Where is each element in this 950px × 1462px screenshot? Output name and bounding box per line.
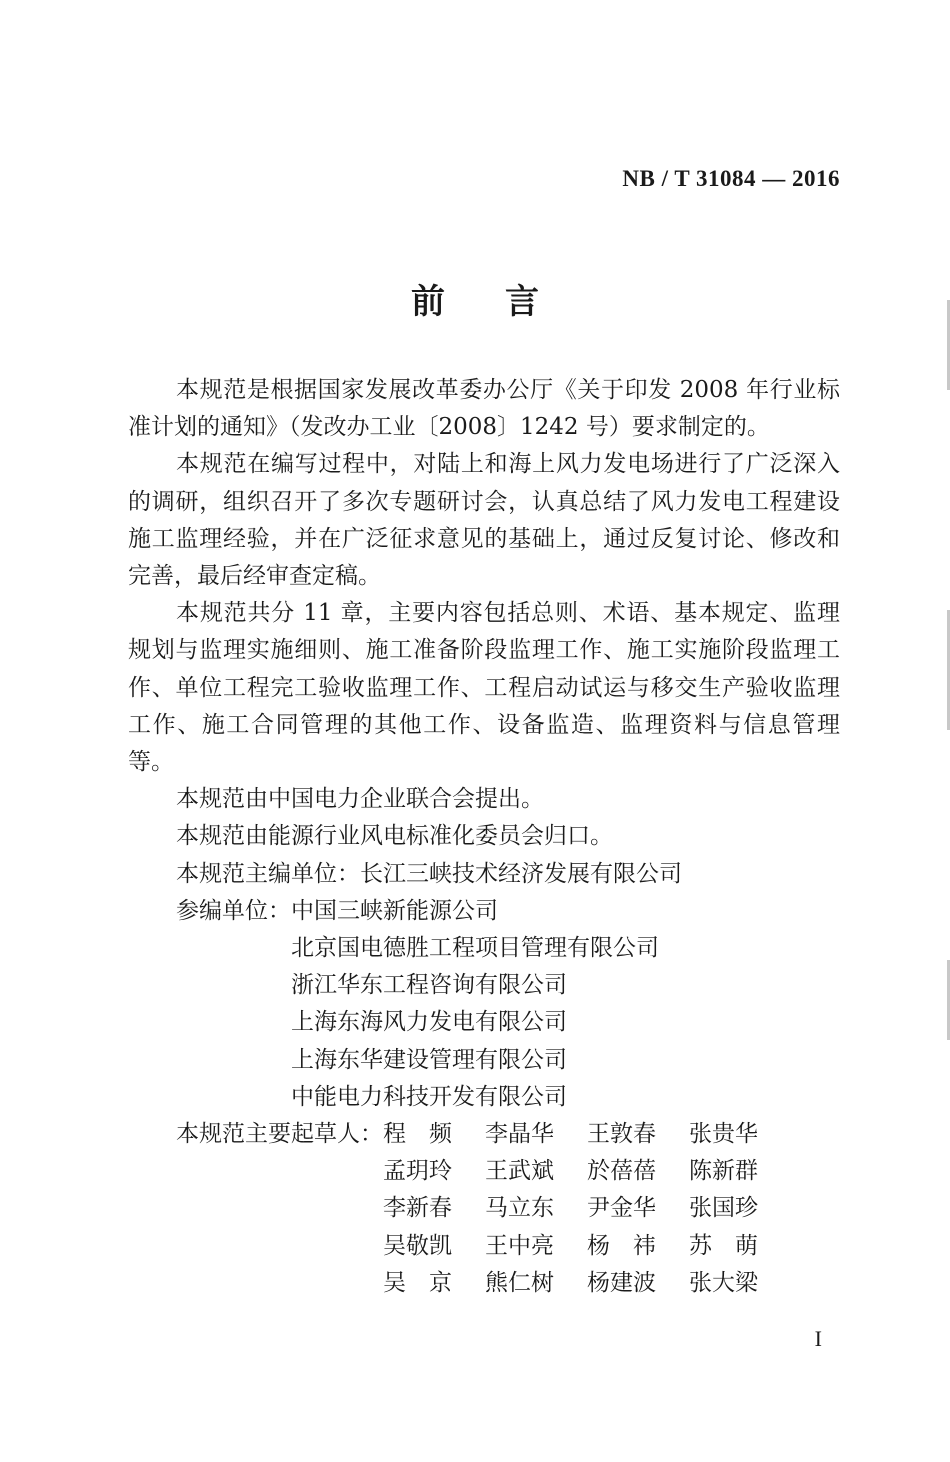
unit-item: 浙江华东工程咨询有限公司	[291, 972, 567, 999]
drafter-name: 杨建波	[587, 1269, 656, 1296]
drafter-name: 程 频	[383, 1121, 452, 1148]
drafter-name: 王中亮	[485, 1232, 554, 1259]
managed-by: 本规范由能源行业风电标准化委员会归口。	[176, 823, 613, 850]
foreword-body	[128, 372, 840, 1302]
paragraph-2: 本规范在编写过程中，对陆上和海上风力发电场进行了广泛深入的调研，组织召开了多次专题研讨会，认真总结了风力发电工程建设施工监理经验，并在广泛征求意见的基础上，通过反复讨论、修改和完善，最后经审查定稿。	[128, 451, 840, 590]
unit-item: 中能电力科技开发有限公司	[291, 1083, 567, 1110]
drafter-name: 熊仁树	[485, 1269, 554, 1296]
paragraph-3: 本规范共分 11 章，主要内容包括总则、术语、基本规定、监理规划与监理实施细则、施工准备阶段监理工作、施工实施阶段监理工作、单位工程完工验收监理工作、工程启动试运与移交生产验收监理工作、施工合同管理的其他工作、设备监造、监理资料与信息管理等。	[128, 600, 840, 776]
unit-item: 北京国电德胜工程项目管理有限公司	[291, 935, 659, 962]
drafter-name: 尹金华	[587, 1195, 656, 1222]
drafter-name: 苏 萌	[689, 1232, 758, 1259]
drafter-name: 陈新群	[689, 1158, 758, 1185]
unit-item: 上海东海风力发电有限公司	[291, 1009, 567, 1036]
proposed-by: 本规范由中国电力企业联合会提出。	[176, 786, 544, 813]
drafter-name: 马立东	[485, 1195, 554, 1222]
drafter-name: 吴敬凯	[383, 1232, 452, 1259]
title-char-2: 言	[505, 282, 539, 322]
participating-units	[128, 893, 840, 1116]
drafter-name: 张贵华	[689, 1121, 758, 1148]
drafter-name: 杨 祎	[587, 1232, 656, 1259]
drafter-name: 吴 京	[383, 1269, 452, 1296]
drafters-grid	[383, 1116, 791, 1302]
drafter-name: 李晶华	[485, 1121, 554, 1148]
title-char-1: 前	[411, 282, 445, 322]
participating-units-label: 参编单位：	[176, 897, 291, 924]
drafter-name: 李新春	[383, 1195, 452, 1222]
drafter-name: 於蓓蓓	[587, 1158, 656, 1185]
page-number: I	[814, 1326, 822, 1351]
standard-code: NB / T 31084 — 2016	[622, 166, 840, 191]
drafter-name: 孟玥玲	[383, 1158, 452, 1185]
drafter-name: 王敦春	[587, 1121, 656, 1148]
chief-editor-unit: 本规范主编单位：长江三峡技术经济发展有限公司	[176, 860, 682, 887]
main-drafters	[128, 1116, 840, 1302]
participating-units-list	[291, 893, 659, 1116]
drafter-name: 张大梁	[689, 1269, 758, 1296]
unit-item: 中国三峡新能源公司	[291, 897, 498, 924]
drafter-name: 张国珍	[689, 1195, 758, 1222]
drafters-label: 本规范主要起草人：	[176, 1121, 383, 1148]
drafter-name: 王武斌	[485, 1158, 554, 1185]
page-title	[0, 274, 950, 323]
paragraph-1: 本规范是根据国家发展改革委办公厅《关于印发 2008 年行业标准计划的通知》（发改办工业〔2008〕1242 号）要求制定的。	[128, 377, 840, 441]
unit-item: 上海东华建设管理有限公司	[291, 1046, 567, 1073]
